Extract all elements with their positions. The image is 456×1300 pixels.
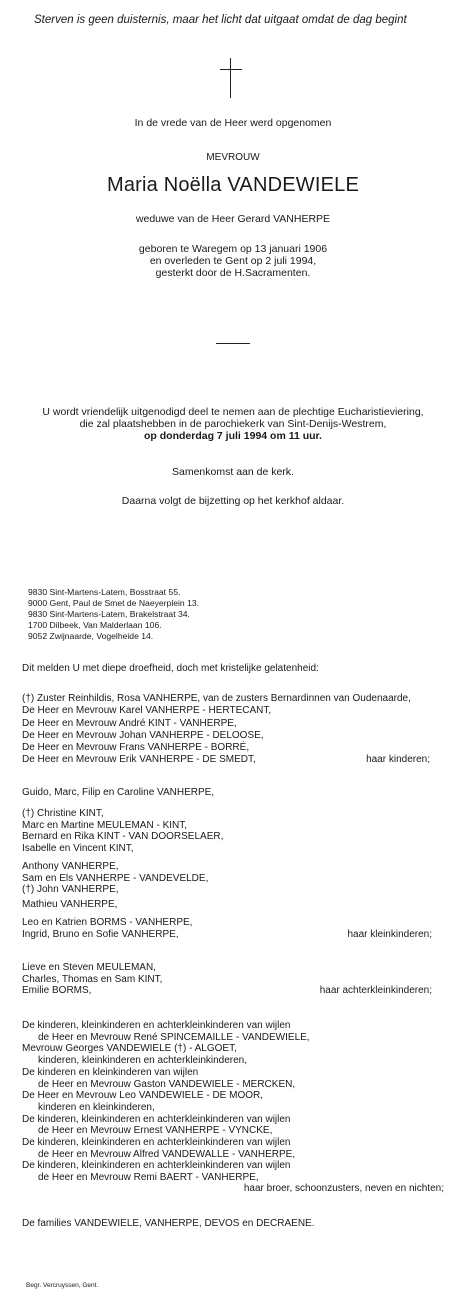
widow-line: weduwe van de Heer Gerard VANHERPE — [135, 213, 331, 225]
in-law-line: De kinderen, kleinkinderen en achterkleinkinderen van wijlen — [22, 1160, 291, 1172]
grandchild-line: Anthony VANHERPE, — [22, 861, 119, 872]
burial-note: Daarna volgt de bijzetting op het kerkhof aldaar. — [121, 495, 345, 507]
grandchild-line: (†) Christine KINT, — [22, 808, 104, 819]
address-line: 9052 Zwijnaarde, Vogelheide 14. — [28, 631, 154, 641]
in-law-line: de Heer en Mevrouw René SPINCEMAILLE - VANDEWIELE, — [38, 1031, 310, 1043]
title-prefix: MEVROUW — [206, 152, 260, 163]
great-grandchild-line: Emilie BORMS, — [22, 985, 92, 996]
in-law-line: De kinderen, kleinkinderen en achterkleinkinderen van wijlen — [22, 1137, 291, 1149]
grandchildren-group-kint — [22, 808, 223, 854]
in-law-line: De kinderen, kleinkinderen en achterkleinkinderen van wijlen — [22, 1113, 291, 1125]
invitation-line-1: U wordt vriendelijk uitgenodigd deel te nemen aan de plechtige Eucharistieviering, — [42, 406, 424, 418]
announcement: Dit melden U met diepe droefheid, doch met kristelijke gelatenheid: — [22, 663, 319, 674]
grandchild-line: Bernard en Rika KINT - VAN DOORSELAER, — [22, 831, 224, 842]
child-line: De Heer en Mevrouw Frans VANHERPE - BORRÉ, — [22, 742, 250, 754]
in-law-line: Mevrouw Georges VANDEWIELE (†) - ALGOET, — [22, 1043, 237, 1055]
in-law-line: De kinderen, kleinkinderen en achterkleinkinderen van wijlen — [22, 1020, 291, 1031]
grandchild-line: Ingrid, Bruno en Sofie VANHERPE, — [22, 928, 179, 940]
address-line: 9830 Sint-Martens-Latem, Brakelstraat 34. — [28, 609, 190, 619]
address-line: 9000 Gent, Paul de Smet de Naeyerplein 13. — [28, 598, 200, 608]
grandchild-line: (†) John VANHERPE, — [22, 884, 119, 895]
child-line: (†) Zuster Reinhildis, Rosa VANHERPE, van de zusters Bernardinnen van Oudenaarde, — [22, 693, 411, 704]
children-list — [22, 693, 411, 767]
child-line: De Heer en Mevrouw Erik VANHERPE - DE SMEDT, — [22, 754, 256, 766]
grandchild-line: Guido, Marc, Filip en Caroline VANHERPE, — [22, 787, 215, 798]
child-line: De Heer en Mevrouw André KINT - VANHERPE, — [22, 717, 237, 729]
grandchild-line: Leo en Katrien BORMS - VANHERPE, — [22, 917, 193, 928]
sacraments-line: gesterkt door de H.Sacramenten. — [155, 267, 311, 279]
grandchild-line: Marc en Martine MEULEMAN - KINT, — [22, 819, 188, 831]
deceased-name: Maria Noëlla VANDEWIELE — [106, 174, 360, 196]
in-law-line: kinderen en kleinkinderen, — [38, 1101, 155, 1113]
grandchild-line: Isabelle en Vincent KINT, — [22, 842, 134, 854]
in-law-line: de Heer en Mevrouw Alfred VANDEWALLE - VANHERPE, — [38, 1148, 296, 1160]
grandchildren-group-vanherpe — [22, 861, 208, 896]
great-grandchild-line: Charles, Thomas en Sam KINT, — [22, 973, 163, 985]
address-line: 1700 Dilbeek, Van Malderlaan 106. — [28, 620, 162, 630]
great-grandchildren-list — [22, 962, 162, 997]
in-law-line: de Heer en Mevrouw Gaston VANDEWIELE - MERCKEN, — [38, 1078, 296, 1090]
in-law-line: de Heer en Mevrouw Remi BAERT - VANHERPE, — [38, 1172, 259, 1184]
grandchild-line: Mathieu VANHERPE, — [22, 899, 118, 910]
in-law-line: De kinderen en kleinkinderen van wijlen — [22, 1066, 199, 1078]
great-grandchild-line: Lieve en Steven MEULEMAN, — [22, 962, 156, 973]
in-law-line: kinderen, kleinkinderen en achterkleinkinderen, — [38, 1055, 248, 1067]
families-line: De families VANDEWIELE, VANHERPE, DEVOS en DECRAENE. — [22, 1218, 315, 1229]
ceremony-date: op donderdag 7 juli 1994 om 11 uur. — [144, 430, 322, 442]
divider — [216, 343, 250, 344]
in-law-line: De Heer en Mevrouw Leo VANDEWIELE - DE MOOR, — [22, 1090, 263, 1102]
invitation-line-2: die zal plaatshebben in de parochiekerk van Sint-Denijs-Westrem, — [79, 418, 387, 430]
grandchildren-label: haar kleinkinderen; — [347, 929, 432, 940]
grandchildren-group-borms — [22, 917, 192, 940]
address-list — [28, 587, 199, 642]
birth-line: geboren te Waregem op 13 januari 1906 — [138, 243, 328, 255]
child-line: De Heer en Mevrouw Karel VANHERPE - HERTECANT, — [22, 705, 272, 717]
intro-line: In de vrede van de Heer werd opgenomen — [134, 117, 332, 129]
cross-icon — [219, 58, 243, 98]
death-line: en overleden te Gent op 2 juli 1994, — [149, 255, 317, 267]
in-law-line: de Heer en Mevrouw Ernest VANHERPE - VYNCKE, — [38, 1125, 273, 1137]
printer-credit: Begr. Vercruyssen, Gent. — [26, 1282, 99, 1289]
child-line: De Heer en Mevrouw Johan VANHERPE - DELOOSE, — [22, 729, 264, 741]
children-label: haar kinderen; — [366, 754, 430, 765]
in-laws-label: haar broer, schoonzusters, neven en nichten; — [243, 1183, 444, 1194]
gathering-note: Samenkomst aan de kerk. — [172, 466, 294, 478]
grandchild-line: Sam en Els VANHERPE - VANDEVELDE, — [22, 872, 209, 884]
motto-quote: Sterven is geen duisternis, maar het licht dat uitgaat omdat de dag begint — [34, 14, 407, 26]
great-grandchildren-label: haar achterkleinkinderen; — [319, 985, 432, 996]
in-laws-list — [22, 1020, 310, 1184]
address-line: 9830 Sint-Martens-Latem, Bosstraat 55. — [28, 587, 181, 597]
